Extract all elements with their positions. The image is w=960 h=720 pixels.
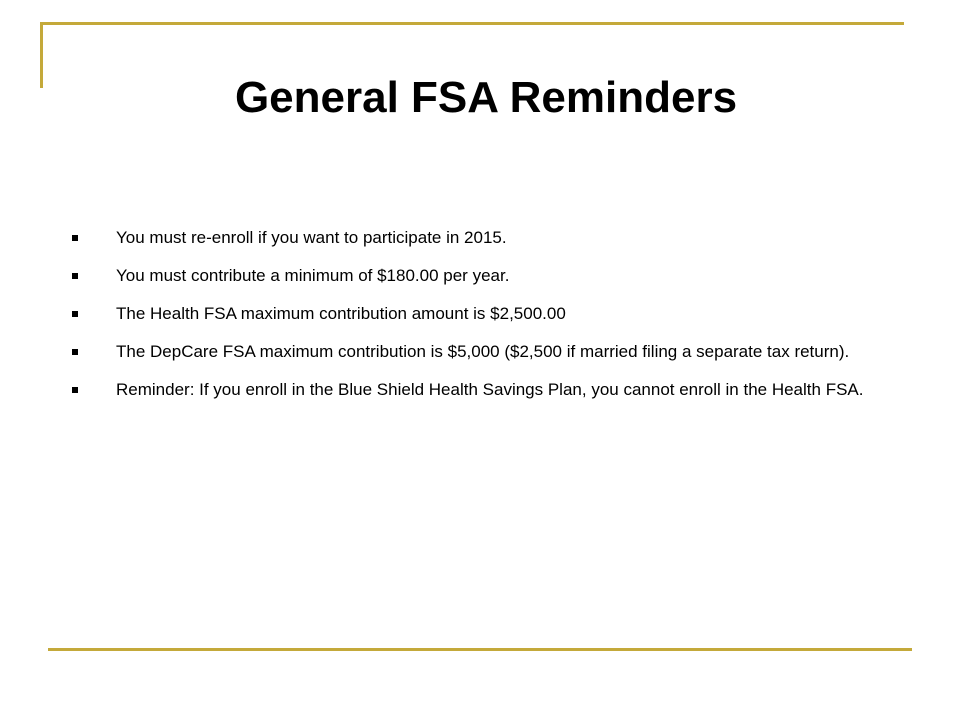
square-bullet-icon xyxy=(72,235,78,241)
square-bullet-icon xyxy=(72,349,78,355)
bullet-list xyxy=(70,226,890,416)
top-border-line xyxy=(40,22,904,25)
slide-title: General FSA Reminders xyxy=(234,73,738,122)
bullet-item-health-max xyxy=(70,302,890,326)
bullet-text: You must contribute a minimum of $180.00 per year. xyxy=(116,266,510,285)
bullet-item-hsa-reminder xyxy=(70,378,890,402)
square-bullet-icon xyxy=(72,311,78,317)
bullet-text: The Health FSA maximum contribution amount is $2,500.00 xyxy=(116,304,566,323)
bullet-item-depcare-max xyxy=(70,340,890,364)
bullet-item-reenroll xyxy=(70,226,890,250)
bottom-border-line xyxy=(48,648,912,651)
square-bullet-icon xyxy=(72,273,78,279)
bullet-item-minimum xyxy=(70,264,890,288)
bullet-text: Reminder: If you enroll in the Blue Shield Health Savings Plan, you cannot enroll in the Health FSA. xyxy=(116,380,864,399)
bullet-text: You must re-enroll if you want to participate in 2015. xyxy=(116,228,507,247)
bullet-text: The DepCare FSA maximum contribution is $5,000 ($2,500 if married filing a separate tax return). xyxy=(116,342,850,361)
square-bullet-icon xyxy=(72,387,78,393)
